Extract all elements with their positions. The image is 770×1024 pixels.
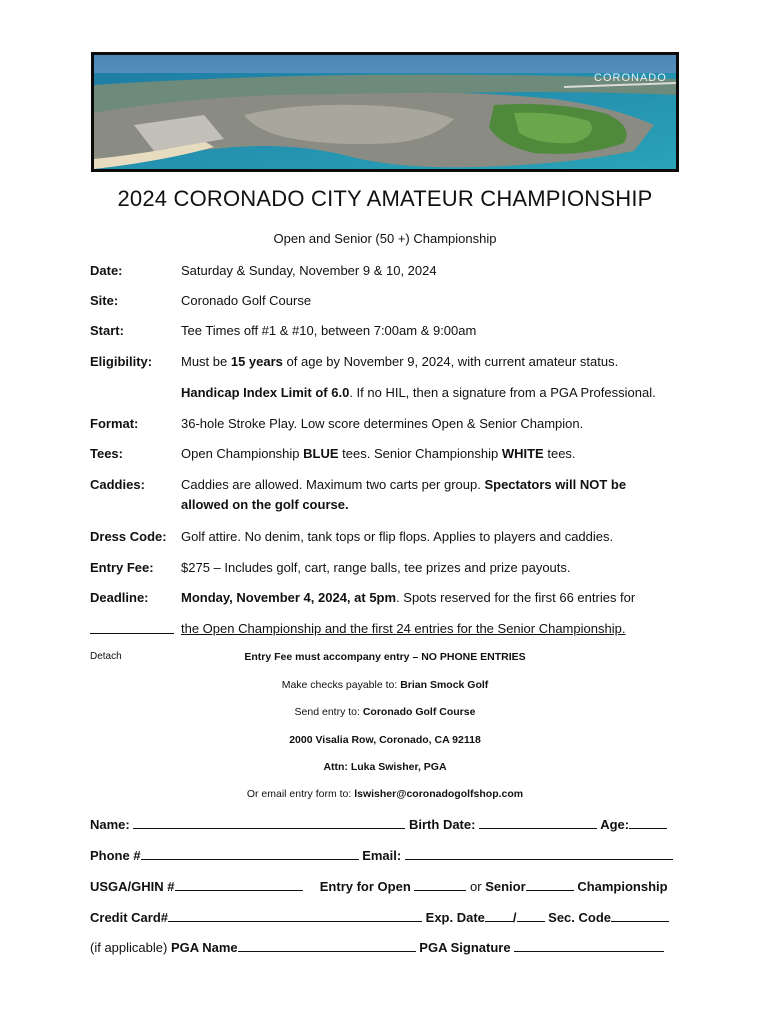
eligibility-label: Eligibility:	[90, 354, 153, 369]
senior-label: Senior	[485, 879, 526, 894]
eligibility-value: Must be 15 years of age by November 9, 2024, with current amateur status.	[181, 354, 619, 369]
caddies-value: Caddies are allowed. Maximum two carts per group. Spectators will NOT be	[181, 477, 627, 492]
date-value: Saturday & Sunday, November 9 & 10, 2024	[181, 263, 437, 278]
page-subtitle: Open and Senior (50 +) Championship	[273, 231, 497, 246]
or-label: or	[470, 879, 482, 894]
form-row-usga	[90, 877, 690, 894]
email-entry-line: Or email entry form to: lswisher@coronadogolfshop.com	[246, 788, 524, 800]
send-entry-line: Send entry to: Coronado Golf Course	[294, 706, 476, 718]
form-row-phone	[90, 846, 690, 863]
sec-code-field[interactable]	[611, 908, 669, 922]
start-label: Start:	[90, 323, 124, 338]
site-value: Coronado Golf Course	[181, 293, 312, 308]
dress-code-label: Dress Code:	[90, 529, 167, 544]
exp-date-label: Exp. Date	[425, 910, 485, 925]
age-label: Age:	[600, 817, 630, 832]
if-applicable-label: (if applicable)	[90, 940, 168, 955]
usga-ghin-field[interactable]	[175, 877, 303, 891]
tees-label: Tees:	[90, 446, 123, 461]
tees-value: Open Championship BLUE tees. Senior Championship WHITE tees.	[181, 446, 576, 461]
name-label: Name:	[90, 817, 130, 832]
site-label: Site:	[90, 293, 119, 308]
coronado-aerial-photo	[91, 52, 679, 172]
pga-name-field[interactable]	[238, 938, 416, 952]
start-value: Tee Times off #1 & #10, between 7:00am & 9:00am	[181, 323, 477, 338]
no-phone-entries-note: Entry Fee must accompany entry – NO PHONE ENTRIES	[244, 651, 526, 663]
pga-name-label: PGA Name	[170, 940, 238, 955]
usga-ghin-label: USGA/GHIN #	[90, 879, 175, 894]
entry-fee-label: Entry Fee:	[90, 560, 154, 575]
phone-field[interactable]	[141, 846, 359, 860]
pga-signature-label: PGA Signature	[419, 940, 511, 955]
banner-watermark: CORONADO	[594, 72, 667, 84]
email-label: Email:	[362, 848, 402, 863]
entry-fee-value: $275 – Includes golf, cart, range balls, tee prizes and prize payouts.	[181, 560, 571, 575]
aerial-photo-graphic	[94, 55, 676, 169]
page-title: 2024 CORONADO CITY AMATEUR CHAMPIONSHIP	[117, 186, 653, 211]
deadline-label: Deadline:	[90, 590, 149, 605]
championship-label: Championship	[577, 879, 668, 894]
email-field[interactable]	[405, 846, 673, 860]
checks-payable-line: Make checks payable to: Brian Smock Golf	[281, 679, 489, 691]
form-row-name	[90, 815, 690, 832]
handicap-limit-text: Handicap Index Limit of 6.0. If no HIL, then a signature from a PGA Professional.	[181, 385, 656, 400]
dress-code-value: Golf attire. No denim, tank tops or flip flops. Applies to players and caddies.	[181, 529, 614, 544]
format-value: 36-hole Stroke Play. Low score determines Open & Senior Champion.	[181, 416, 584, 431]
entry-for-open-label: Entry for Open	[319, 879, 411, 894]
deadline-value: Monday, November 4, 2024, at 5pm. Spots reserved for the first 66 entries for	[181, 590, 636, 605]
caddies-label: Caddies:	[90, 477, 145, 492]
entry-open-field[interactable]	[414, 877, 466, 891]
spectators-note: allowed on the golf course.	[181, 497, 349, 512]
credit-card-field[interactable]	[168, 908, 422, 922]
pga-signature-field[interactable]	[514, 938, 664, 952]
exp-year-field[interactable]	[517, 908, 545, 922]
detach-label: Detach	[90, 651, 122, 662]
form-row-credit-card: Credit Card# Exp. Date / Sec. Code	[90, 908, 690, 925]
detach-line	[90, 633, 174, 634]
birth-date-field[interactable]	[479, 815, 597, 829]
entry-senior-field[interactable]	[526, 877, 574, 891]
name-field[interactable]	[133, 815, 405, 829]
exp-month-field[interactable]	[485, 908, 513, 922]
deadline-entries-note: the Open Championship and the first 24 entries for the Senior Championship.	[181, 621, 626, 636]
form-row-pga	[90, 938, 690, 955]
date-label: Date:	[90, 263, 123, 278]
sec-code-label: Sec. Code	[548, 910, 612, 925]
birth-date-label: Birth Date:	[409, 817, 476, 832]
format-label: Format:	[90, 416, 139, 431]
age-field[interactable]	[629, 815, 667, 829]
phone-label: Phone #	[90, 848, 141, 863]
attn-line: Attn: Luka Swisher, PGA	[323, 761, 447, 773]
mailing-address: 2000 Visalia Row, Coronado, CA 92118	[289, 734, 481, 746]
credit-card-label: Credit Card#	[90, 910, 169, 925]
